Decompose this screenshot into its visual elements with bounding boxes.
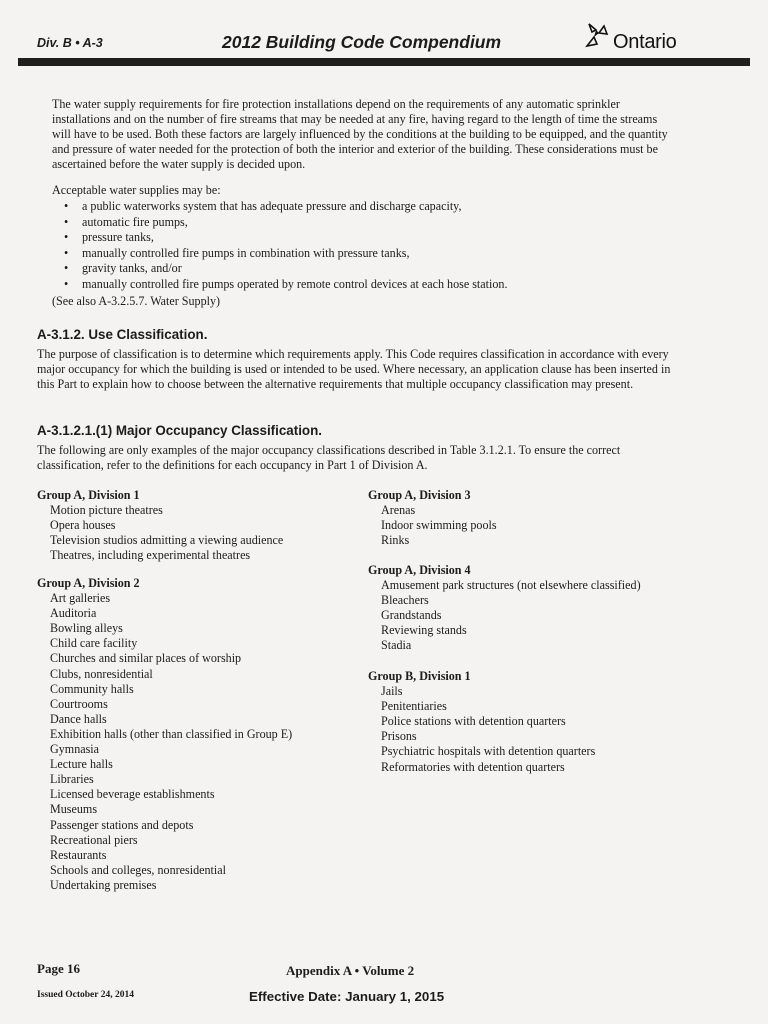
logo-wordmark: Ontario (613, 31, 677, 53)
major-occupancy-heading: A-3.1.2.1.(1) Major Occupancy Classification. (37, 423, 323, 438)
list-item: Opera houses (50, 518, 116, 533)
supplies-lead: Acceptable water supplies may be: (52, 183, 221, 197)
effective-date: Effective Date: January 1, 2015 (249, 989, 445, 1004)
list-item: Licensed beverage establishments (50, 787, 215, 802)
list-item: Art galleries (50, 591, 111, 606)
list-item: • pressure tanks, (52, 230, 508, 246)
list-item: Undertaking premises (50, 877, 157, 892)
list-item: Amusement park structures (not elsewhere classified) (381, 578, 641, 593)
list-item: Museums (50, 802, 98, 817)
list-item: Bowling alleys (50, 621, 123, 636)
list-item: Stadia (381, 638, 412, 653)
use-classification-heading: A-3.1.2. Use Classification. (37, 327, 208, 342)
list-item: Penitentiaries (381, 699, 447, 714)
list-item: Gymnasia (50, 742, 100, 757)
list-item: Courtrooms (50, 696, 108, 711)
group-title: Group A, Division 3 (368, 488, 471, 502)
major-occupancy-paragraph: The following are only examples of the major occupancy classifications described in Table 3.1.2.1. To ensure the correct classification, refer to the definitions for each occupancy in Part 1 of Division A. (37, 443, 621, 472)
group-a2 (37, 576, 292, 893)
list-item: Restaurants (50, 847, 107, 862)
list-item: • manually controlled fire pumps in combination with pressure tanks, (52, 246, 508, 262)
group-a3 (368, 488, 497, 548)
list-item: Churches and similar places of worship (50, 651, 242, 666)
list-item: Bleachers (381, 593, 429, 608)
group-a1 (37, 488, 283, 563)
list-item: Libraries (50, 772, 94, 787)
list-item: Arenas (381, 503, 416, 518)
group-title: Group A, Division 1 (37, 488, 140, 502)
list-item: Rinks (381, 533, 410, 548)
list-item: • a public waterworks system that has adequate pressure and discharge capacity, (52, 199, 508, 215)
list-item: Passenger stations and depots (50, 817, 194, 832)
list-item: Community halls (50, 681, 134, 696)
trillium-icon (582, 20, 614, 52)
list-item: Psychiatric hospitals with detention quarters (381, 744, 596, 759)
list-item: Child care facility (50, 636, 138, 651)
list-item: Lecture halls (50, 757, 113, 772)
header-title: 2012 Building Code Compendium (222, 32, 502, 52)
appendix-volume: Appendix A • Volume 2 (286, 963, 415, 978)
list-item: • manually controlled fire pumps operated by remote control devices at each hose station. (52, 277, 508, 293)
list-item: Motion picture theatres (50, 503, 163, 518)
page-number: Page 16 (37, 961, 80, 976)
list-item: Dance halls (50, 711, 107, 726)
list-item: Recreational piers (50, 832, 138, 847)
list-item: Reformatories with detention quarters (381, 759, 565, 774)
see-also-reference: (See also A-3.2.5.7. Water Supply) (52, 294, 221, 308)
ontario-logo (582, 18, 692, 58)
list-item: Clubs, nonresidential (50, 666, 153, 681)
list-item: Reviewing stands (381, 623, 467, 638)
list-item: • gravity tanks, and/or (52, 261, 508, 277)
list-item: Schools and colleges, nonresidential (50, 862, 226, 877)
list-item: Indoor swimming pools (381, 518, 497, 533)
list-item: Exhibition halls (other than classified in Group E) (50, 726, 293, 741)
group-title: Group B, Division 1 (368, 669, 471, 683)
group-title: Group A, Division 2 (37, 576, 140, 590)
list-item: Jails (381, 684, 403, 699)
use-classification-paragraph: The purpose of classification is to determine which requirements apply. This Code requires classification in accordance with every major occupancy for which the building is used or intended to be used. Where necessary, an application clause has been inserted in this Part to explain how to choose between the alternative requirements that multiple occupancy classification may present. (37, 347, 671, 391)
list-item: Police stations with detention quarters (381, 714, 566, 729)
list-item: Prisons (381, 729, 417, 744)
group-title: Group A, Division 4 (368, 563, 471, 577)
list-item: • automatic fire pumps, (52, 215, 508, 231)
intro-paragraph: The water supply requirements for fire protection installations depend on the requirements of any automatic sprinkler installations and on the number of fire streams that may be needed at any fire, having regard to the length of time the streams will have to be used. Both these factors are largely influenced by the conditions at the building to be equipped, and the quantity and pressure of water needed for the protection of both the interior and exterior of the building. These considerations must be ascertained before the water supply is decided upon. (52, 97, 668, 171)
header-rule (18, 58, 750, 66)
water-supply-list (52, 199, 508, 292)
group-a4 (368, 563, 641, 654)
header-division: Div. B • A-3 (37, 36, 103, 50)
list-item: Grandstands (381, 608, 442, 623)
list-item: Auditoria (50, 606, 97, 621)
list-item: Theatres, including experimental theatres (50, 548, 251, 563)
list-item: Television studios admitting a viewing audience (50, 533, 284, 548)
group-b1 (368, 669, 595, 775)
issued-date: Issued October 24, 2014 (37, 990, 134, 1000)
